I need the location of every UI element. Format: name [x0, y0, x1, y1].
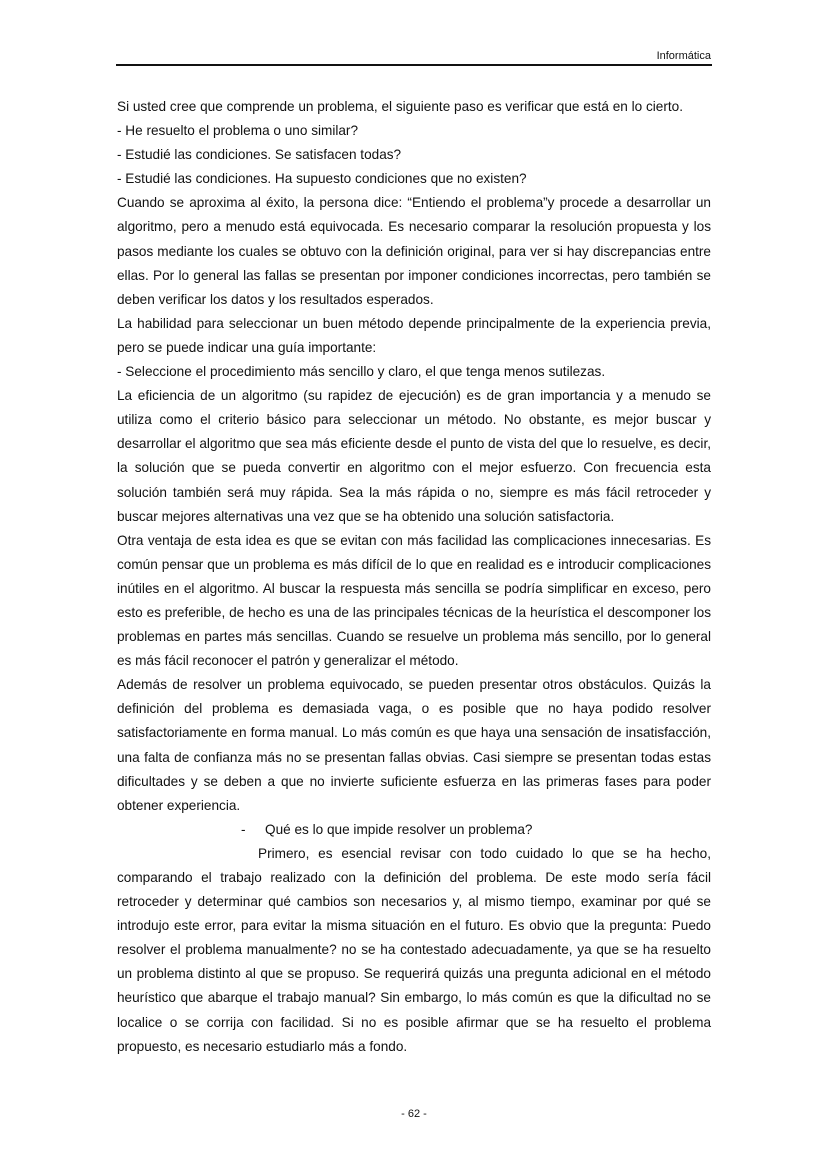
- list-item: - Estudié las condiciones. Ha supuesto condiciones que no existen?: [117, 171, 527, 187]
- page-number: - 62 -: [401, 1108, 427, 1120]
- paragraph: Cuando se aproxima al éxito, la persona dice: “Entiendo el problema”y procede a desarrollar un algoritmo, pero a menudo está equivocada. Es necesario comparar la resolución propuesta y los pasos mediante los cuales se obtuvo con la definición original, para ver si hay discrepancias entre ellas. Por lo general las fallas se presentan por imponer condiciones incorrectas, pero también se deben verificar los datos y los resultados esperados.: [117, 195, 711, 307]
- paragraph: La habilidad para seleccionar un buen método depende principalmente de la experiencia previa, pero se puede indicar una guía importante:: [117, 315, 711, 355]
- header-title: Informática: [656, 50, 711, 62]
- paragraph: La eficiencia de un algoritmo (su rapidez de ejecución) es de gran importancia y a menudo se utiliza como el criterio básico para seleccionar un método. No obstante, es mejor buscar y desarrollar el algoritmo que sea más eficiente desde el punto de vista del que lo resuelve, es decir, la solución que se pueda convertir en algoritmo con el mejor esfuerzo. Con frecuencia esta solución también será muy rápida. Sea la más rápida o no, siempre es más fácil retroceder y buscar mejores alternativas una vez que se ha obtenido una solución satisfactoria.: [117, 388, 711, 524]
- paragraph-answer: Primero, es esencial revisar con todo cuidado lo que se ha hecho, comparando el trabajo realizado con la definición del problema. De este modo sería fácil retroceder y determinar qué cambios son necesarios y, al mismo tiempo, examinar por qué se introdujo este error, para evitar la misma situación en el futuro. Es obvio que la pregunta: Puedo resolver el problema manualmente? no se ha contestado adecuadamente, ya que se ha resuelto un problema distinto al que se propuso. Se requerirá quizás una pregunta adicional en el método heurístico que abarque el trabajo manual? Sin embargo, lo más común es que la dificultad no se localice o se corrija con facilidad. Si no es posible afirmar que se ha resuelto el problema propuesto, es necesario estudiarlo más a fondo.: [117, 845, 711, 1054]
- paragraph: Además de resolver un problema equivocado, se pueden presentar otros obstáculos. Quizás la definición del problema es demasiada vaga, o es posible que no haya podido resolver satisfactoriamente en forma manual. Lo más común es que haya una sensación de insatisfacción, una falta de confianza más no se presentan fallas obvias. Casi siempre se presentan todas estas dificultades y se deben a que no invierte suficiente esfuerza en las primeras fases para poder obtener experiencia.: [117, 677, 711, 813]
- paragraph-intro: Si usted cree que comprende un problema, el siguiente paso es verificar que está en lo cierto.: [117, 99, 683, 114]
- list-item: - Seleccione el procedimiento más sencillo y claro, el que tenga menos sutilezas.: [117, 364, 606, 380]
- paragraph: Otra ventaja de esta idea es que se evitan con más facilidad las complicaciones innecesarias. Es común pensar que un problema es más difícil de lo que en realidad es e introducir complicaciones inútiles en el algoritmo. Al buscar la respuesta más sencilla se podría simplificar en exceso, pero esto es preferible, de hecho es una de las principales técnicas de la heurística el descomponer los problemas en partes más sencillas. Cuando se resuelve un problema más sencillo, por lo general es más fácil reconocer el patrón y generalizar el método.: [117, 532, 711, 669]
- list-item: - Estudié las condiciones. Se satisfacen todas?: [117, 147, 402, 163]
- question-item: [117, 818, 711, 842]
- question-dash: -: [241, 821, 246, 837]
- question-text: Qué es lo que impide resolver un problema?: [265, 821, 533, 837]
- page-body: [117, 95, 711, 1059]
- list-item: - He resuelto el problema o uno similar?: [117, 123, 359, 139]
- header-rule: [116, 64, 712, 66]
